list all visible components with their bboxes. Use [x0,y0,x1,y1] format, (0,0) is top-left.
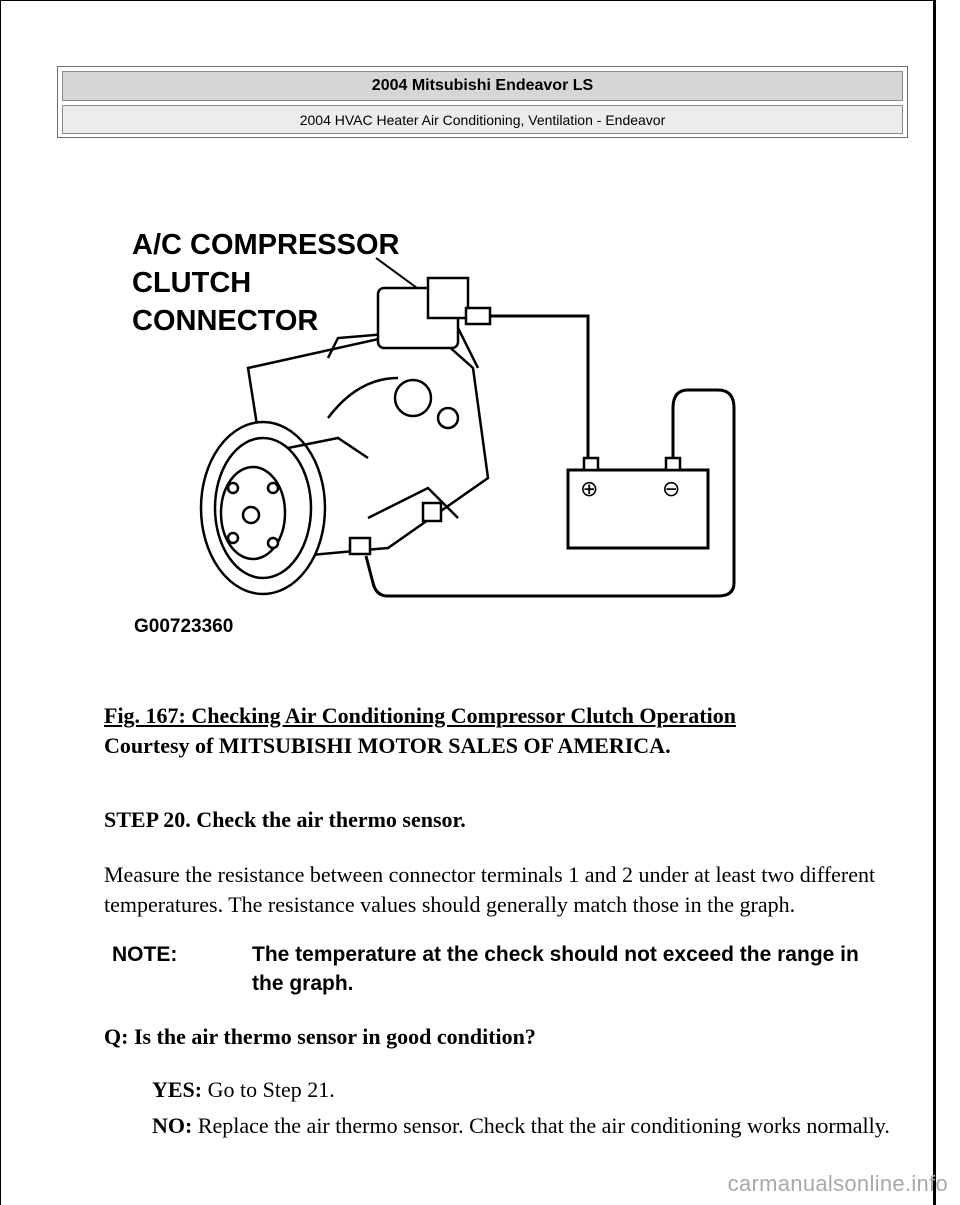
instruction-paragraph: Measure the resistance between connector terminals 1 and 2 under at least two different temperatures. The resistance values should generally match those in the graph. [104,862,876,917]
note-text: The temperature at the check should not exceed the range in the graph. [252,943,859,995]
figure-label-line2: CLUTCH [132,267,252,299]
figure-code: G00723360 [134,616,234,637]
step-heading: STEP 20. Check the air thermo sensor. [104,807,466,832]
compressor-diagram [128,218,768,648]
header-title: 2004 Mitsubishi Endeavor LS [62,71,903,101]
question: Q: Is the air thermo sensor in good condition? [104,1024,536,1049]
figure-title-link[interactable]: Fig. 167: Checking Air Conditioning Compressor Clutch Operation [104,703,736,728]
battery-plus-icon: ⊕ [580,477,599,502]
answer-yes-label: YES: [152,1077,203,1102]
header-subtitle: 2004 HVAC Heater Air Conditioning, Ventilation - Endeavor [62,105,903,134]
document-header [57,66,908,138]
figure-courtesy: Courtesy of MITSUBISHI MOTOR SALES OF AMERICA. [104,733,671,758]
answer-yes [152,1075,892,1105]
compressor-clutch-figure [128,218,768,648]
battery-minus-icon: ⊖ [662,477,681,502]
answer-no-text: Replace the air thermo sensor. Check that the air conditioning works normally. [192,1113,890,1138]
connector-plug [466,308,490,324]
figure-caption [104,701,736,761]
figure-label-line3: CONNECTOR [132,305,319,337]
answer-yes-text: Go to Step 21. [202,1077,335,1102]
watermark: carmanualsonline.info [727,1171,948,1196]
answer-no-label: NO: [152,1113,193,1138]
figure-label-line1: A/C COMPRESSOR [132,229,400,261]
positive-wire [490,316,588,458]
answer-no [152,1111,892,1141]
note-label: NOTE: [112,943,178,966]
battery-icon [568,458,708,548]
